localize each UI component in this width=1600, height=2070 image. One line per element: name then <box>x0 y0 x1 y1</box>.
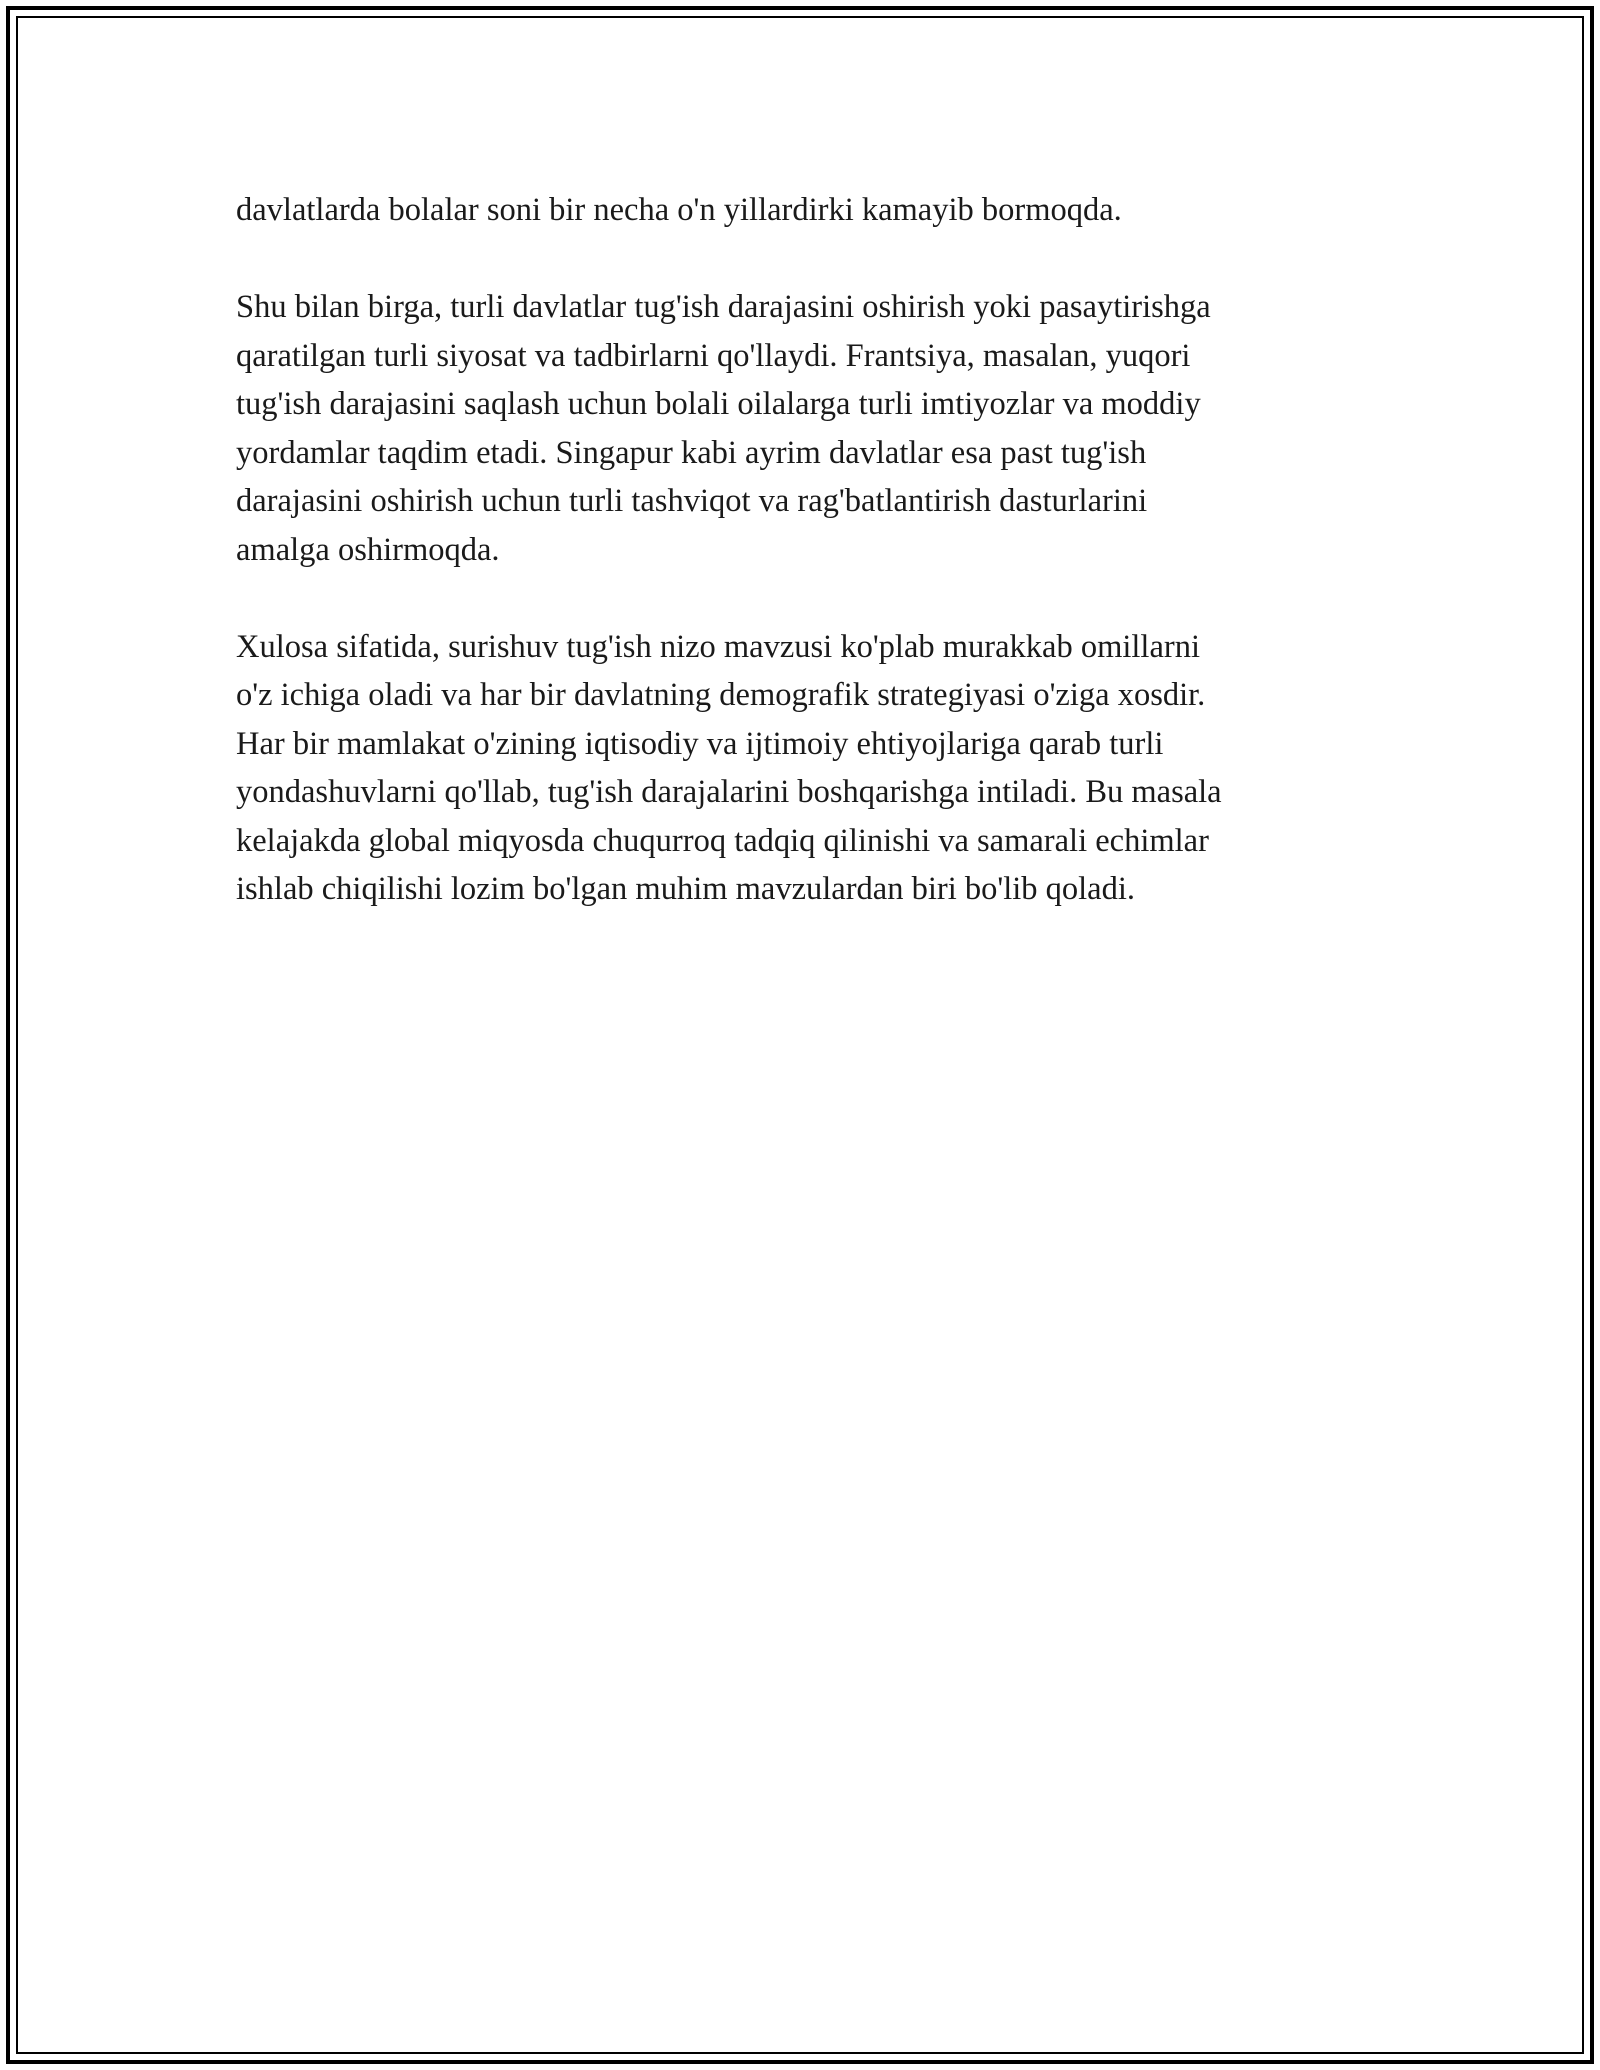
paragraph-1 <box>236 186 1376 235</box>
text-line: o'z ichiga oladi va har bir davlatning demografik strategiyasi o'ziga xosdir. <box>236 677 1206 713</box>
text-line: Har bir mamlakat o'zining iqtisodiy va ijtimoiy ehtiyojlariga qarab turli <box>236 725 1164 762</box>
text-line: Shu bilan birga, turli davlatlar tug'ish darajasini oshirish yoki pasaytirishga <box>236 289 1211 325</box>
text-line: Xulosa sifatida, surishuv tug'ish nizo mavzusi ko'plab murakkab omillarni <box>236 628 1200 665</box>
text-line: ishlab chiqilishi lozim bo'lgan muhim mavzulardan biri bo'lib qoladi. <box>236 871 1136 907</box>
document-body <box>236 186 1376 914</box>
paragraph-3 <box>236 623 1376 914</box>
text-line: amalga oshirmoqda. <box>236 531 500 568</box>
text-line: yondashuvlarni qo'llab, tug'ish darajalarini boshqarishga intiladi. Bu masala <box>236 774 1222 810</box>
text-line: kelajakda global miqyosda chuqurroq tadqiq qilinishi va samarali echimlar <box>236 822 1209 859</box>
text-line: qaratilgan turli siyosat va tadbirlarni qo'llaydi. Frantsiya, masalan, yuqori <box>236 337 1191 374</box>
text-line: darajasini oshirish uchun turli tashviqot va rag'batlantirish dasturlarini <box>236 483 1148 519</box>
text-line: tug'ish darajasini saqlash uchun bolali oilalarga turli imtiyozlar va moddiy <box>236 386 1201 422</box>
text-line: yordamlar taqdim etadi. Singapur kabi ayrim davlatlar esa past tug'ish <box>236 434 1147 471</box>
paragraph-2 <box>236 283 1376 574</box>
text-line: davlatlarda bolalar soni bir necha o'n yillardirki kamayib bormoqda. <box>236 192 1122 228</box>
